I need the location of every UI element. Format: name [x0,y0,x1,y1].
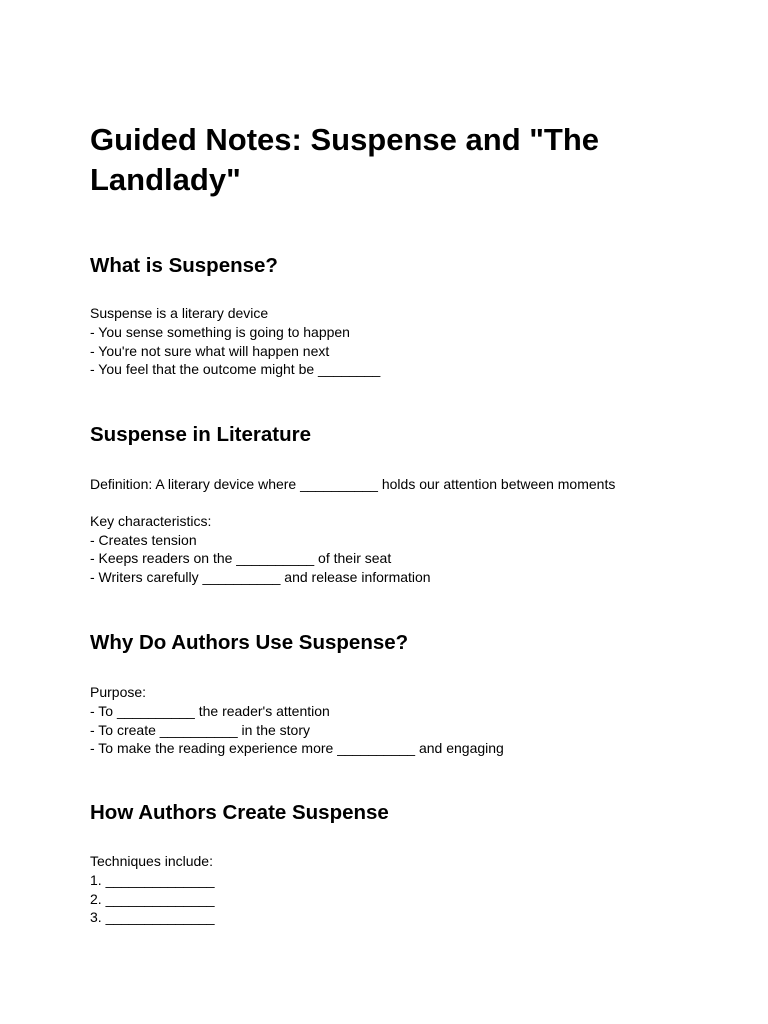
body-line: - Creates tension [90,531,197,548]
document-title: Guided Notes: Suspense and "The Landlady" [90,122,600,197]
section-heading-why-authors-use-suspense: Why Do Authors Use Suspense? [90,631,409,654]
body-line: 2. ______________ [90,890,215,907]
body-line: - To __________ the reader's attention [90,702,330,719]
section-body-what-is-suspense [90,304,730,379]
section-body-how-authors-create-suspense [90,852,730,927]
section-heading-what-is-suspense: What is Suspense? [90,254,278,277]
body-line: Techniques include: [90,853,213,869]
body-line: - You sense something is going to happen [90,323,350,340]
section-body-suspense-in-literature [90,475,730,587]
body-line: Key characteristics: [90,512,212,529]
body-line: - You feel that the outcome might be ________ [90,361,381,378]
body-line: - You're not sure what will happen next [90,342,330,359]
section-heading-suspense-in-literature: Suspense in Literature [90,423,312,446]
body-line: - To create __________ in the story [90,721,311,738]
body-line: - Writers carefully __________ and release information [90,569,431,586]
body-line: Suspense is a literary device [90,305,269,321]
paragraph-gap [90,494,730,512]
body-line: 3. ______________ [90,909,215,926]
definition-line: Definition: A literary device where __________ holds our attention between moments [90,476,616,492]
section-heading-how-authors-create-suspense: How Authors Create Suspense [90,801,389,824]
body-line: - To make the reading experience more __________ and engaging [90,740,504,757]
body-line: 1. ______________ [90,871,215,888]
body-line: Purpose: [90,684,147,700]
section-body-why-authors-use-suspense [90,683,730,758]
body-line: - Keeps readers on the __________ of their seat [90,550,392,567]
